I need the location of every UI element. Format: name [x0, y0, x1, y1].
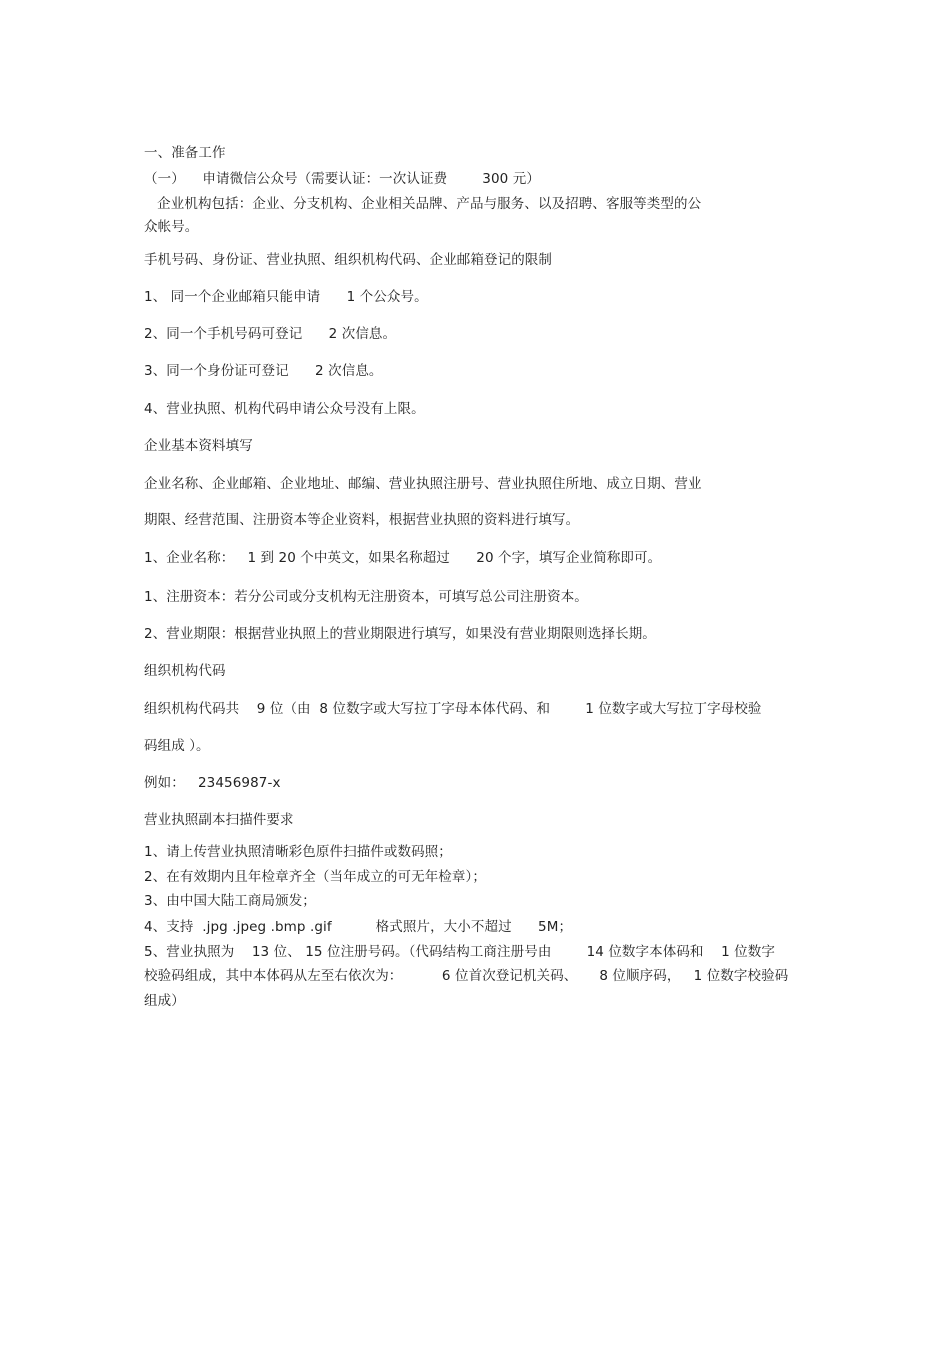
list-item: 3、由中国大陆工商局颁发； [144, 893, 316, 909]
example-line: 例如： 23456987-x [144, 775, 281, 791]
list-item: 4、营业执照、机构代码申请公众号没有上限。 [144, 401, 425, 417]
list-item-continuation: 组成） [144, 993, 185, 1009]
subsection-heading-wechat-account: （一） 申请微信公众号（需要认证：一次认证费 300 元） [144, 171, 540, 187]
list-item: 1、企业名称： 1 到 20 个中英文，如果名称超过 20 个字，填写企业简称即可。 [144, 550, 662, 566]
paragraph-heading-org-code: 组织机构代码 [144, 663, 226, 679]
section-heading-preparation: 一、准备工作 [144, 145, 226, 161]
paragraph-heading-company-info: 企业基本资料填写 [144, 438, 253, 454]
list-item: 3、同一个身份证可登记 2 次信息。 [144, 363, 383, 379]
list-item: 2、在有效期内且年检章齐全（当年成立的可无年检章）； [144, 869, 486, 885]
list-item: 4、支持 .jpg .jpeg .bmp .gif 格式照片，大小不超过 5M； [144, 919, 573, 935]
paragraph-line: 众帐号。 [144, 219, 199, 235]
paragraph-line: 码组成 ）。 [144, 738, 210, 754]
paragraph-line: 企业名称、企业邮箱、企业地址、邮编、营业执照注册号、营业执照住所地、成立日期、营业 [144, 476, 702, 492]
paragraph-line: 期限、经营范围、注册资本等企业资料，根据营业执照的资料进行填写。 [144, 512, 580, 528]
list-item: 2、同一个手机号码可登记 2 次信息。 [144, 326, 397, 342]
list-item: 1、注册资本：若分公司或分支机构无注册资本，可填写总公司注册资本。 [144, 589, 588, 605]
list-item-continuation: 校验码组成，其中本体码从左至右依次为： 6 位首次登记机关码、 8 位顺序码， 1 位数字校验码 [144, 968, 789, 984]
paragraph-line: 企业机构包括：企业、分支机构、企业相关品牌、产品与服务、以及招聘、客服等类型的公 [144, 196, 702, 212]
list-item: 5、营业执照为 13 位、 15 位注册号码。（代码结构工商注册号由 14 位数字本体码和 1 位数字 [144, 944, 775, 960]
paragraph-heading-license-scan: 营业执照副本扫描件要求 [144, 812, 294, 828]
paragraph-heading-registration-limits: 手机号码、身份证、营业执照、组织机构代码、企业邮箱登记的限制 [144, 252, 552, 268]
list-item: 2、营业期限：根据营业执照上的营业期限进行填写，如果没有营业期限则选择长期。 [144, 626, 656, 642]
list-item: 1、请上传营业执照清晰彩色原件扫描件或数码照； [144, 844, 452, 860]
paragraph-line: 组织机构代码共 9 位（由 8 位数字或大写拉丁字母本体代码、和 1 位数字或大写拉丁字母校验 [144, 701, 762, 717]
list-item: 1、 同一个企业邮箱只能申请 1 个公众号。 [144, 289, 428, 305]
